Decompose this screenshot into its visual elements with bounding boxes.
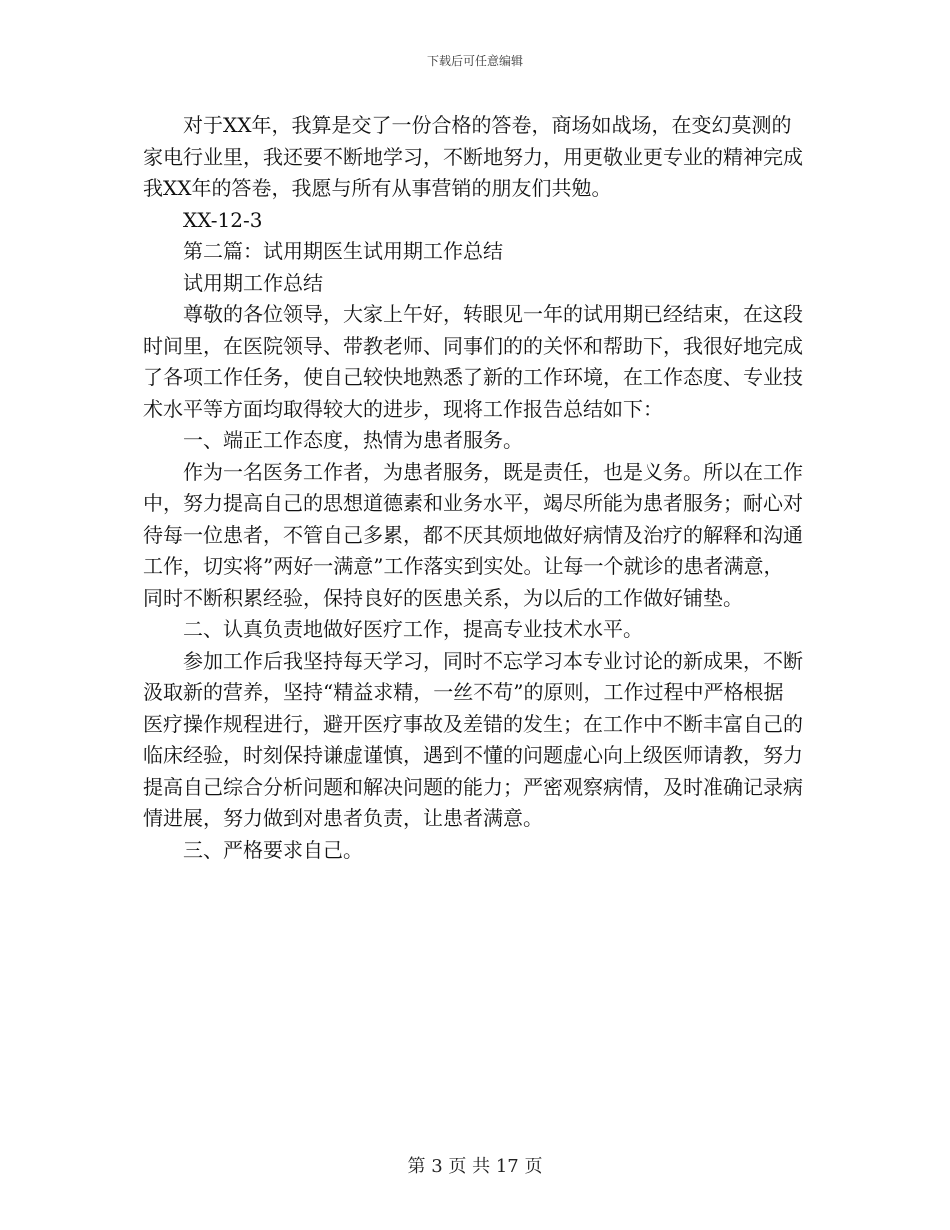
section-title: 第二篇：试用期医生试用期工作总结 <box>183 239 503 263</box>
document-body <box>143 110 803 866</box>
heading-point-3: 三、严格要求自己。 <box>183 837 363 862</box>
document-title: 试用期工作总结 <box>183 270 323 295</box>
heading-point-2: 二、认真负责地做好医疗工作，提高专业技术水平。 <box>183 617 643 641</box>
paragraph-greeting: 尊敬的各位领导，大家上午好，转眼见一年的试用期已经结束，在这段时间里，在医院领导、带教老师、同事们的的关怀和帮助下，我很好地完成了各项工作任务，使自己较快地熟悉了新的工作环境，在工作态度、专业技术水平等方面均取得较大的进步，现将工作报告总结如下： <box>143 302 803 421</box>
paragraph-point-1: 作为一名医务工作者，为患者服务，既是责任，也是义务。所以在工作中，努力提高自己的思想道德素和业务水平，竭尽所能为患者服务；耐心对待每一位患者，不管自己多累，都不厌其烦地做好病情及治疗的解释和沟通工作，切实将”两好一满意”工作落实到实处。让每一个就诊的患者满意， 同时不断积累经验，保持良好的医患关系，为以后的工作做好铺垫。 <box>143 459 803 610</box>
paragraph-date: XX-12-3 <box>183 207 263 232</box>
paragraph-closing-summary: 对于XX年，我算是交了一份合格的答卷，商场如战场，在变幻莫测的家电行业里，我还要不断地学习，不断地努力，用更敬业更专业的精神完成我XX年的答卷，我愿与所有从事营销的朋友们共勉。 <box>143 113 803 200</box>
page-number: 第 3 页 共 17 页 <box>407 1156 543 1177</box>
paragraph-point-2: 参加工作后我坚持每天学习，同时不忘学习本专业讨论的新成果，不断汲取新的营养，坚持“精益求精，一丝不苟”的原则，工作过程中严格根据医疗操作规程进行，避开医疗事故及差错的发生；在工作中不断丰富自己的临床经验，时刻保持谦虚谨慎，遇到不懂的问题虚心向上级医师请教，努力提高自己综合分析问题和解决问题的能力；严密观察病情，及时准确记录病情进展，努力做到对患者负责，让患者满意。 <box>143 648 803 830</box>
heading-point-1: 一、端正工作态度，热情为患者服务。 <box>183 428 523 452</box>
page-header-note: 下载后可任意编辑 <box>426 54 523 68</box>
